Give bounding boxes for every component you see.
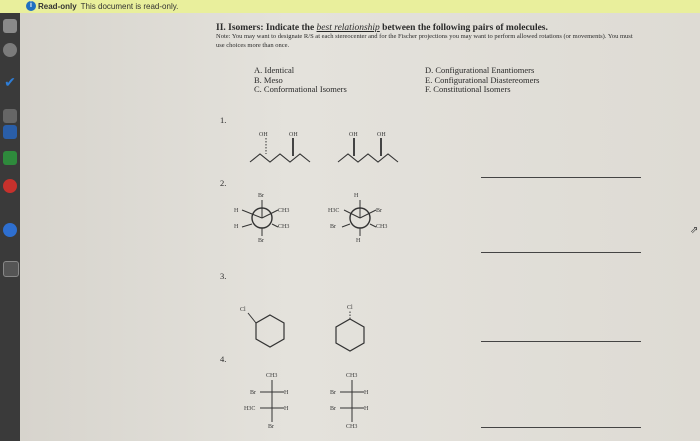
choice-c: C. Conformational Isomers: [254, 84, 347, 94]
h3c-label: H3C: [328, 208, 340, 214]
choice-f: F. Constitutional Isomers: [425, 84, 511, 94]
oh-label: OH: [349, 132, 358, 138]
ch3-label: CH3: [266, 373, 278, 379]
br-label: Br: [330, 224, 336, 230]
section-title: [216, 23, 548, 33]
q1-molecule-left: [248, 128, 328, 170]
answer-line-3[interactable]: [481, 340, 641, 342]
calendar-icon[interactable]: [3, 261, 19, 277]
h3c-label: H3C: [244, 406, 256, 412]
h-label: H: [354, 193, 359, 199]
ch3-label: CH3: [376, 224, 388, 230]
q4-fischer-right: [326, 370, 396, 438]
choice-d: D. Configurational Enantiomers: [425, 65, 535, 75]
oh-label: OH: [377, 132, 386, 138]
br-label: Br: [330, 406, 336, 412]
choice-b: B. Meso: [254, 74, 283, 85]
choices-left: [254, 66, 347, 95]
br-label: Br: [376, 208, 382, 214]
instructions-note: Note: You may want to designate R/S at each stereocenter and for the Fischer projections you may want to perform allowed rotations (or movements). You must use choices more than once.: [216, 33, 633, 49]
h-label: H: [364, 406, 369, 412]
word-icon[interactable]: [3, 125, 17, 139]
title-prefix: II. Isomers:: [216, 23, 264, 33]
title-main: Indicate the: [265, 23, 315, 33]
compass-icon[interactable]: [3, 43, 17, 57]
info-icon: i: [26, 1, 36, 11]
answer-line-4[interactable]: [481, 426, 641, 428]
oh-label: OH: [289, 132, 298, 138]
shield-icon[interactable]: [3, 223, 17, 237]
choice-e: E. Configurational Diastereomers: [425, 74, 540, 85]
title-underlined: best relationship: [316, 23, 380, 33]
q1-molecule-right: [336, 128, 416, 170]
br-label: Br: [330, 390, 336, 396]
q2-newman-right: [328, 190, 408, 246]
br-label: Br: [258, 238, 264, 244]
q3-cyclohexane-right: [320, 303, 380, 353]
q4-fischer-left: [246, 370, 316, 438]
title-tail: between the following pairs of molecules.: [382, 23, 548, 33]
q2-newman-left: [232, 190, 312, 246]
question-1-number: 1.: [220, 115, 227, 125]
chat-icon[interactable]: [3, 151, 17, 165]
bookmark-icon[interactable]: [3, 179, 17, 193]
pen-icon[interactable]: [3, 109, 17, 123]
mouse-cursor-icon: ⇗: [690, 225, 699, 236]
read-only-message: This document is read-only.: [80, 2, 179, 11]
choice-a: A. Identical: [254, 65, 295, 75]
h-label: H: [364, 390, 369, 396]
oh-label: OH: [259, 132, 268, 138]
answer-line-2[interactable]: [481, 251, 641, 253]
h-label: H: [284, 390, 289, 396]
h-label: H: [284, 406, 289, 412]
document-page: [20, 13, 700, 441]
answer-line-1[interactable]: [481, 176, 641, 178]
ch3-label: CH3: [278, 224, 290, 230]
read-only-status: Read-only: [38, 2, 77, 11]
cl-label: Cl: [240, 307, 246, 313]
question-2-number: 2.: [220, 178, 227, 188]
choices-right: [425, 66, 539, 95]
ch3-label: CH3: [278, 208, 290, 214]
br-label: Br: [258, 193, 264, 199]
q3-cyclohexane-left: [240, 303, 300, 353]
h-label: H: [234, 208, 239, 214]
read-only-banner: [0, 0, 700, 13]
ch3-label: CH3: [346, 424, 358, 430]
app-sidebar: [0, 13, 20, 441]
h-label: H: [234, 224, 239, 230]
question-3-number: 3.: [220, 271, 227, 281]
h-label: H: [356, 238, 361, 244]
home-icon[interactable]: [3, 19, 17, 33]
cl-label: Cl: [347, 305, 353, 311]
br-label: Br: [250, 390, 256, 396]
checkmark-icon[interactable]: ✔: [4, 76, 16, 91]
br-label: Br: [268, 424, 274, 430]
question-4-number: 4.: [220, 354, 227, 364]
ch3-label: CH3: [346, 373, 358, 379]
